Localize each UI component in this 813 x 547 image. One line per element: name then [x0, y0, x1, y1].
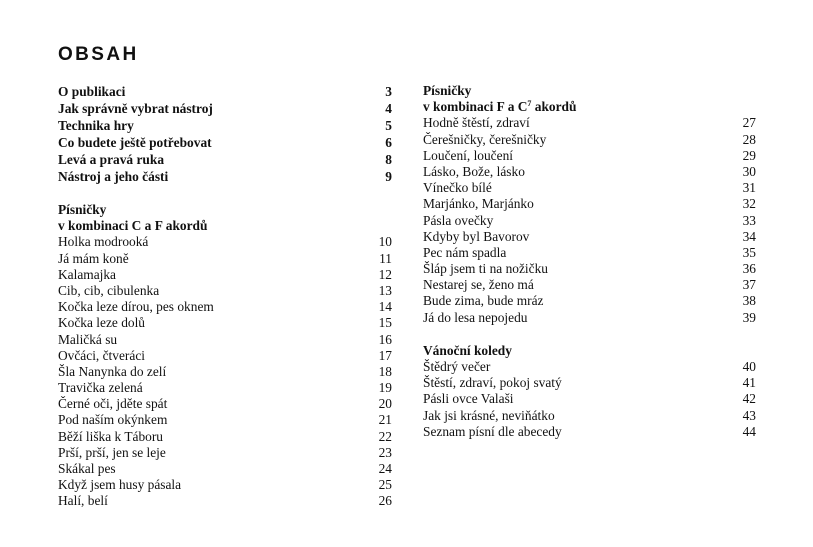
toc-entry-title: Černé oči, jděte spát	[58, 396, 168, 412]
toc-entry-page-number: 41	[742, 375, 756, 391]
toc-entry	[58, 348, 392, 364]
toc-entry-page-number: 33	[742, 212, 756, 228]
toc-entry-page-number: 20	[378, 396, 392, 412]
toc-entry	[58, 477, 392, 493]
toc-left-column	[58, 83, 392, 510]
toc-entry-page-number: 22	[378, 428, 392, 444]
toc-entry-title: Travička zelená	[58, 380, 143, 396]
toc-entry-page-number: 21	[378, 412, 392, 428]
section-heading-christmas-carols: Vánoční koledy	[423, 342, 512, 358]
toc-entry	[58, 267, 392, 283]
toc-entry	[423, 115, 756, 131]
toc-entry	[423, 375, 756, 391]
toc-entry-title: Jak jsi krásné, neviňátko	[423, 407, 555, 423]
toc-entry-page-number: 6	[385, 135, 392, 150]
toc-entry-page-number: 42	[742, 391, 756, 407]
toc-entry	[58, 364, 392, 380]
toc-entry-title: Kdyby byl Bavorov	[423, 228, 530, 244]
toc-entry-title: Kočka leze dírou, pes oknem	[58, 299, 214, 315]
toc-entry-page-number: 4	[385, 101, 392, 116]
toc-entry	[58, 332, 392, 348]
toc-entry-page-number: 23	[378, 444, 392, 460]
toc-entry	[58, 134, 392, 151]
toc-entry-title: Běží liška k Táboru	[58, 428, 163, 444]
toc-intro-list	[58, 83, 392, 185]
toc-entry-page-number: 3	[385, 84, 392, 99]
toc-entry-page-number: 19	[378, 380, 392, 396]
toc-entry-title: Já mám koně	[58, 250, 129, 266]
toc-entry	[58, 283, 392, 299]
toc-entry-title: Kočka leze dolů	[58, 315, 145, 331]
toc-entry	[423, 132, 756, 148]
toc-entry-page-number: 39	[742, 309, 756, 325]
toc-entry	[58, 151, 392, 168]
toc-entry-page-number: 16	[378, 331, 392, 347]
toc-entry-title: Pec nám spadla	[423, 244, 507, 260]
toc-entry	[58, 380, 392, 396]
toc-entry-page-number: 11	[379, 250, 392, 266]
toc-entry-title: Prší, prší, jen se leje	[58, 444, 166, 460]
toc-entry-page-number: 15	[378, 315, 392, 331]
toc-entry	[423, 213, 756, 229]
toc-entry-title: Pásla ovečky	[423, 212, 494, 228]
toc-entry-title: O publikaci	[58, 84, 126, 99]
toc-entry-page-number: 25	[378, 477, 392, 493]
toc-entry-page-number: 43	[742, 407, 756, 423]
toc-entry	[58, 315, 392, 331]
toc-entry-title: Hodně štěstí, zdraví	[423, 115, 530, 131]
toc-entry	[423, 164, 756, 180]
toc-entry-page-number: 8	[385, 152, 392, 167]
toc-entry-title: Štěstí, zdraví, pokoj svatý	[423, 375, 562, 391]
toc-entry-title: Kalamajka	[58, 266, 116, 282]
toc-entry-title: Holka modrooká	[58, 234, 149, 250]
toc-entry	[423, 148, 756, 164]
chord-seventh-superscript: 7	[527, 99, 532, 109]
toc-entry-title: Marjánko, Marjánko	[423, 196, 534, 212]
toc-entry	[58, 234, 392, 250]
section-gap	[58, 185, 392, 202]
toc-entry-page-number: 35	[742, 244, 756, 260]
toc-entry-page-number: 34	[742, 228, 756, 244]
toc-entry-title: Loučení, loučení	[423, 147, 513, 163]
toc-entry-title: Co budete ještě potřebovat	[58, 135, 212, 150]
toc-entry-title: Technika hry	[58, 118, 134, 133]
toc-songs-f-c7-list	[423, 115, 756, 325]
toc-entry	[423, 229, 756, 245]
toc-entry	[58, 251, 392, 267]
toc-right-column	[423, 83, 756, 440]
toc-entry-page-number: 37	[742, 277, 756, 293]
toc-entry-title: Nestarej se, ženo má	[423, 277, 534, 293]
toc-entry-page-number: 28	[742, 131, 756, 147]
toc-entry	[423, 180, 756, 196]
toc-entry	[58, 461, 392, 477]
section-subheading-songs-c-f: v kombinaci C a F akordů	[58, 218, 208, 234]
toc-entry-page-number: 32	[742, 196, 756, 212]
toc-entry	[423, 408, 756, 424]
toc-entry	[58, 396, 392, 412]
section-gap	[423, 326, 756, 343]
subheading-suffix: akordů	[531, 99, 577, 115]
toc-entry-page-number: 13	[378, 282, 392, 298]
page-title: OBSAH	[58, 44, 139, 65]
toc-entry-title: Halí, belí	[58, 493, 108, 509]
toc-entry-title: Maličká su	[58, 331, 118, 347]
toc-entry	[423, 424, 756, 440]
toc-entry-title: Cib, cib, cibulenka	[58, 282, 160, 298]
toc-entry-page-number: 44	[742, 423, 756, 439]
toc-entry-page-number: 24	[378, 461, 392, 476]
toc-christmas-carols-list	[423, 359, 756, 440]
toc-entry-title: Skákal pes	[58, 461, 116, 476]
toc-entry	[58, 445, 392, 461]
toc-entry-title: Bude zima, bude mráz	[423, 293, 544, 309]
toc-entry-title: Čerešničky, čerešničky	[423, 131, 547, 147]
toc-entry-page-number: 40	[742, 359, 756, 374]
toc-entry	[423, 293, 756, 309]
toc-entry-title: Pod naším okýnkem	[58, 412, 168, 428]
toc-entry	[58, 493, 392, 509]
toc-entry-title: Pásli ovce Valaši	[423, 391, 514, 407]
toc-entry	[423, 245, 756, 261]
toc-entry	[423, 196, 756, 212]
toc-songs-c-f-list	[58, 234, 392, 509]
toc-entry-page-number: 27	[742, 115, 756, 131]
section-heading-songs-f-c7: Písničky	[423, 83, 472, 98]
toc-entry	[58, 100, 392, 117]
toc-entry-page-number: 10	[378, 234, 392, 250]
toc-entry-page-number: 17	[378, 347, 392, 363]
toc-entry	[58, 168, 392, 185]
toc-entry-page-number: 26	[378, 493, 392, 509]
toc-entry	[423, 359, 756, 375]
toc-entry-page-number: 36	[742, 261, 756, 277]
toc-entry	[58, 299, 392, 315]
toc-entry-page-number: 18	[378, 363, 392, 379]
toc-entry-title: Jak správně vybrat nástroj	[58, 101, 213, 116]
toc-entry-page-number: 14	[378, 299, 392, 315]
toc-entry	[58, 429, 392, 445]
toc-entry-page-number: 29	[742, 147, 756, 163]
toc-entry-title: Seznam písní dle abecedy	[423, 423, 562, 439]
toc-entry	[423, 310, 756, 326]
toc-entry-page-number: 12	[378, 266, 392, 282]
toc-entry-title: Když jsem husy pásala	[58, 477, 182, 493]
toc-entry-title: Lásko, Bože, lásko	[423, 163, 525, 179]
toc-entry-title: Štědrý večer	[423, 359, 491, 374]
toc-entry	[58, 83, 392, 100]
toc-entry-title: Vínečko bílé	[423, 180, 492, 196]
toc-entry	[423, 391, 756, 407]
toc-entry-page-number: 30	[742, 163, 756, 179]
toc-entry-title: Šláp jsem ti na nožičku	[423, 261, 548, 277]
toc-entry	[423, 277, 756, 293]
toc-entry	[58, 412, 392, 428]
toc-entry-title: Já do lesa nepojedu	[423, 309, 528, 325]
toc-entry-page-number: 31	[742, 180, 756, 196]
toc-entry-page-number: 38	[742, 293, 756, 309]
toc-entry-title: Nástroj a jeho části	[58, 169, 169, 184]
toc-entry-title: Šla Nanynka do zelí	[58, 363, 167, 379]
toc-entry-title: Levá a pravá ruka	[58, 152, 165, 167]
toc-entry	[423, 261, 756, 277]
section-subheading-songs-f-c7	[423, 99, 756, 115]
toc-entry-page-number: 5	[385, 118, 392, 133]
toc-entry-page-number: 9	[385, 169, 392, 184]
section-heading-songs-c-f: Písničky	[58, 202, 107, 217]
toc-entry-title: Ovčáci, čtveráci	[58, 347, 145, 363]
toc-entry	[58, 117, 392, 134]
subheading-prefix: v kombinaci F a C	[423, 99, 528, 115]
